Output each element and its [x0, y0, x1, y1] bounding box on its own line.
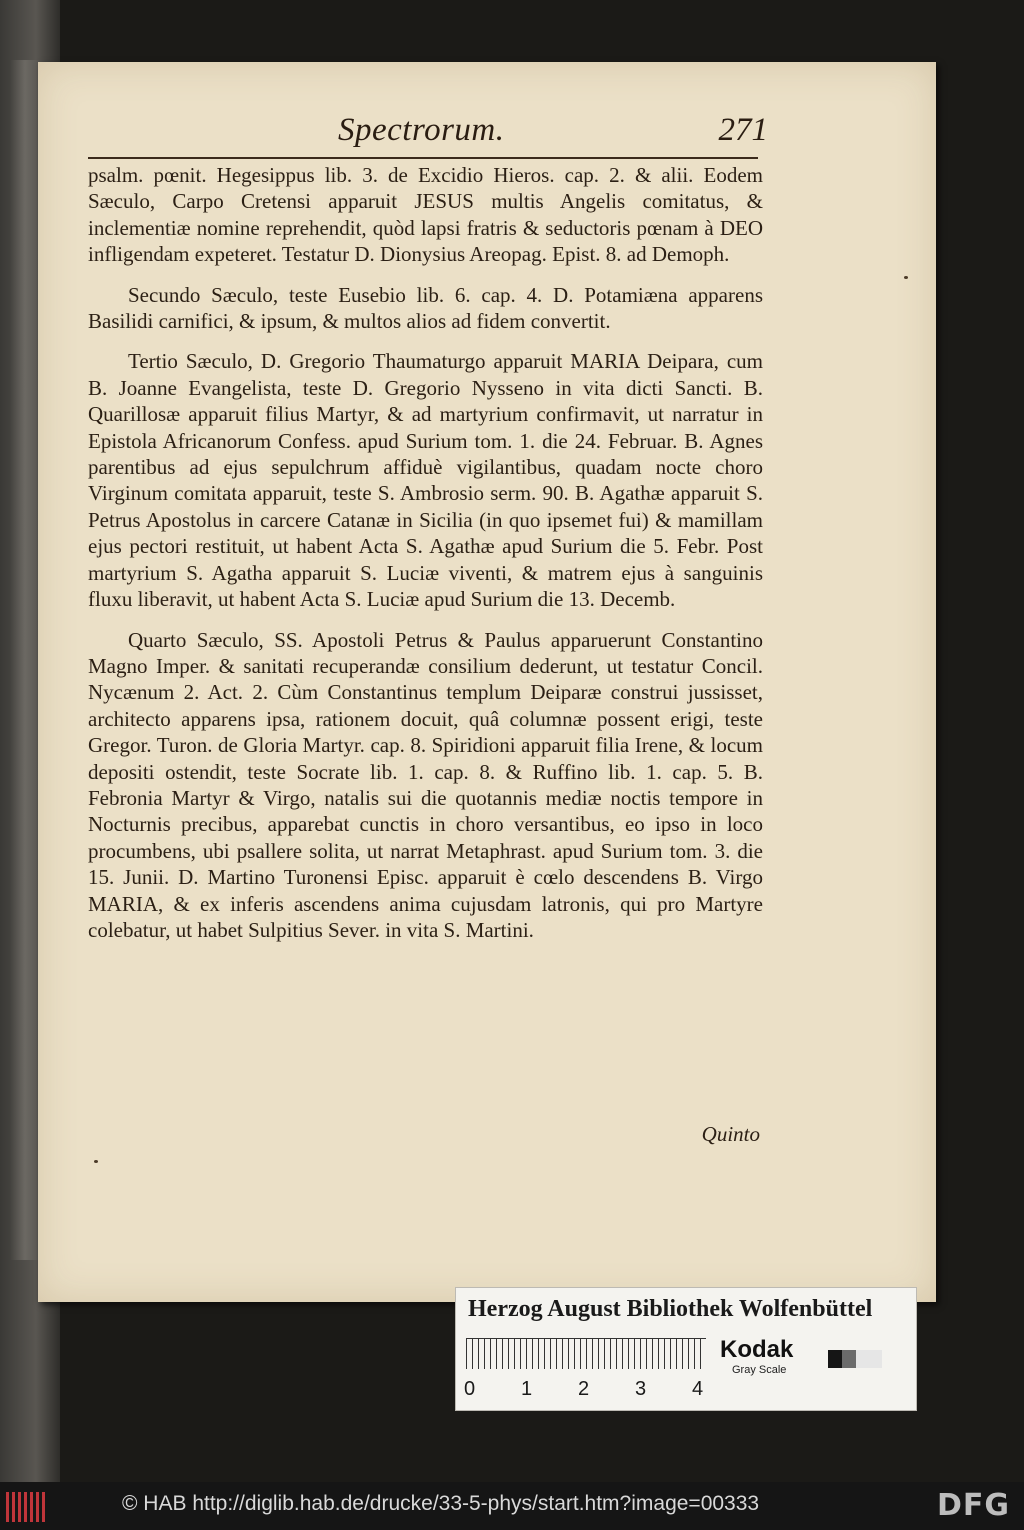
book-page	[38, 62, 936, 1302]
paragraph-2: Secundo Sæculo, teste Eusebio lib. 6. cap. 4. D. Potamiæna apparens Basilidi carnifici, & ipsum, & multos alios ad fidem convertit.	[88, 282, 763, 334]
gray-swatch-light	[856, 1350, 882, 1368]
gray-swatch-dark	[828, 1350, 842, 1368]
scale-number: 4	[692, 1378, 704, 1400]
barcode-icon	[6, 1492, 46, 1522]
footer-bar	[0, 1482, 1024, 1530]
scale-number: 0	[464, 1378, 476, 1400]
header-rule	[88, 157, 758, 159]
scale-number: 3	[635, 1378, 647, 1400]
running-head: Spectrorum.	[338, 112, 505, 148]
scale-number: 1	[521, 1378, 533, 1400]
color-calibration-card	[455, 1287, 917, 1411]
ink-speck	[904, 276, 908, 279]
paragraph-1: psalm. pœnit. Hegesippus lib. 3. de Excidio Hieros. cap. 2. & alii. Eodem Sæculo, Carpo Cretensi apparuit JESUS multis Angelis comitatus, & inclementiæ nomine reprehendit, quòd lapsi fratris & seductoris pœnam à DEO infligendam expeteret. Testatur D. Dionysius Areopag. Epist. 8. ad Demoph.	[88, 163, 763, 267]
page-header	[38, 112, 936, 162]
page-number: 271	[718, 112, 768, 148]
kodak-subtitle: Gray Scale	[732, 1364, 787, 1376]
footer-credit[interactable]: © HAB http://diglib.hab.de/drucke/33-5-phys/start.htm?image=00333	[122, 1492, 760, 1515]
ruler-ticks	[466, 1338, 706, 1369]
card-title: Herzog August Bibliothek Wolfenbüttel	[468, 1296, 873, 1322]
paragraph-4: Quarto Sæculo, SS. Apostoli Petrus & Paulus apparuerunt Constantino Magno Imper. & sanitati recuperandæ consilium dederunt, ut testatur Concil. Nycænum 2. Act. 2. Cùm Constantinus templum Deiparæ construi jussisset, architecto apparens ipsa, rationem docuit, quâ columnæ possent erigi, teste Gregor. Turon. de Gloria Martyr. cap. 8. Spiridioni apparuit filia Irene, & locum depositi ostendit, teste Socrate lib. 1. cap. 8. & Ruffino lib. 1. cap. 5. B. Febronia Martyr & Virgo, natalis sui die quotannis mediæ noctis tempore in Nocturnis precibus, apparebat cunctis in choro versantibus, eo ipso in loco procumbens, ubi psallere solita, ut narrat Metaphrast. apud Surium tom. 3. die 15. Junii. D. Martino Turonensi Episc. apparuit è cœlo descendens B. Virgo MARIA, & ex inferis ascendens anima cujusdam latronis, qui pro Martyre colebatur, ut habet Sulpitius Sever. in vita S. Martini.	[88, 627, 763, 942]
dfg-logo: DFG	[936, 1488, 1010, 1523]
ruler-scale	[466, 1338, 706, 1374]
ruler-numbers	[464, 1378, 724, 1406]
gray-swatch-mid	[842, 1350, 856, 1368]
paragraph-3: Tertio Sæculo, D. Gregorio Thaumaturgo apparuit MARIA Deipara, cum B. Joanne Evangelista, teste D. Gregorio Nysseno in vita dicti Sancti. B. Quarillosæ apparuit filius Martyr, & ad martyrium confirmavit, ut narratur in Epistola Africanorum Confess. apud Surium tom. 1. die 24. Februar. B. Agnes parentibus ad ejus sepulchrum affiduè vigilantibus, quadam nocte choro Virginum comitata apparuit, teste S. Ambrosio serm. 90. B. Agathæ apparuit S. Petrus Apostolus in carcere Catanæ in Sicilia (in quo ipsemet fui) & mamillam ejus pectori restituit, ut habent Acta S. Agathæ apud Surium die 5. Febr. Post martyrium S. Agatha apparuit S. Luciæ viventi, & matrem ejus à sanguinis fluxu liberavit, ut habent Acta S. Luciæ apud Surium die 13. Decemb.	[88, 349, 763, 612]
ink-speck	[94, 1160, 98, 1163]
scanner-sheen	[10, 60, 40, 1260]
body-text	[88, 162, 763, 943]
kodak-logo: Kodak	[720, 1336, 794, 1363]
catchword: Quinto	[701, 1122, 760, 1146]
scale-number: 2	[578, 1378, 590, 1400]
